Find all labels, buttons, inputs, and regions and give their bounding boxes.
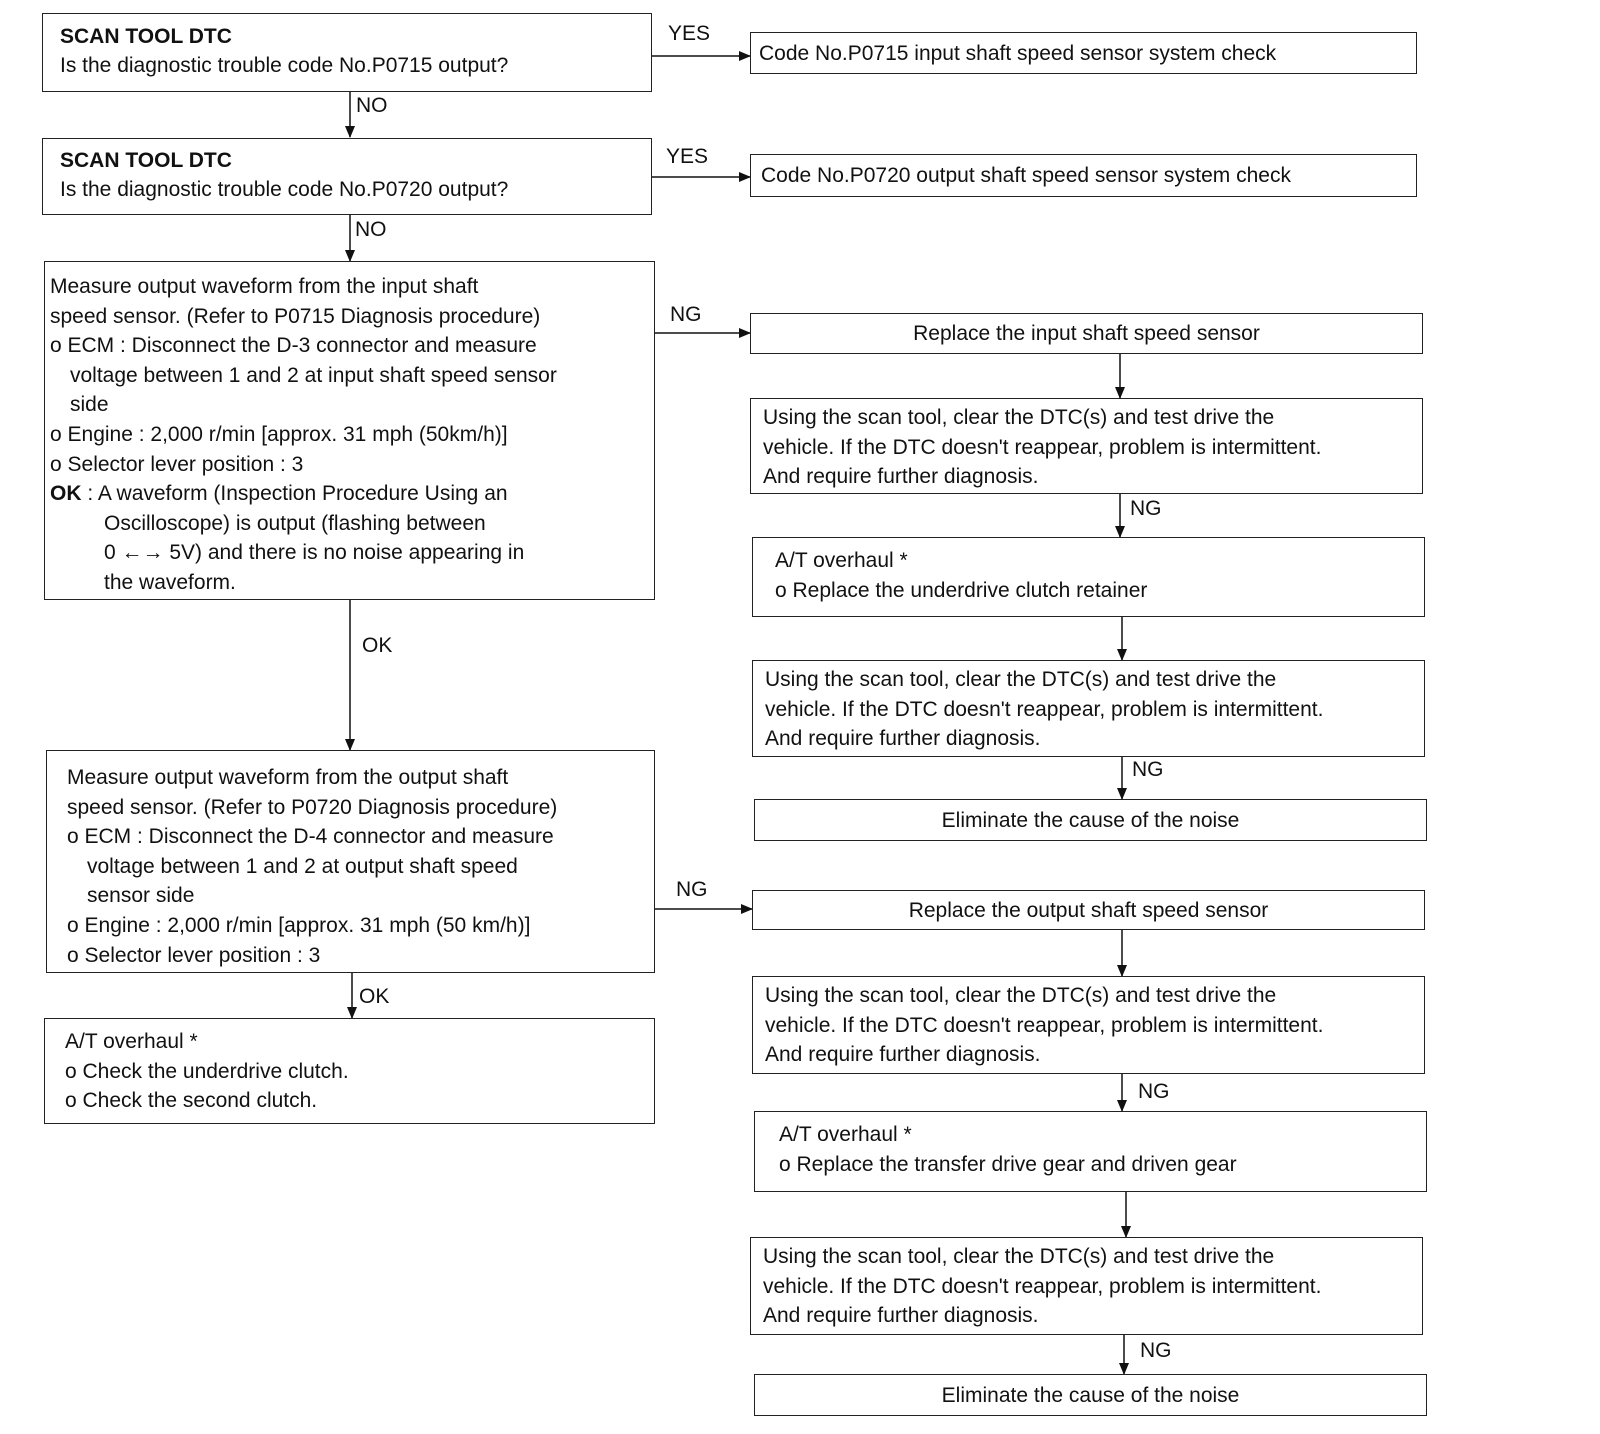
r2-text: Code No.P0720 output shaft speed sensor system check <box>761 164 1291 187</box>
scan-tool-box-4 <box>750 1237 1423 1335</box>
m1-ok-text: : A waveform (Inspection Procedure Using an <box>87 482 508 506</box>
replace-input-sensor-box <box>750 313 1423 354</box>
eliminate-noise-box-1 <box>754 799 1427 841</box>
at1-line: o Check the underdrive clutch. <box>65 1059 349 1083</box>
decision-box-p0715 <box>42 13 652 92</box>
m2-line: Measure output waveform from the output shaft <box>67 766 509 789</box>
decision-box-p0720 <box>42 138 652 215</box>
label-no-q1: NO <box>356 94 388 117</box>
label-ng-m1: NG <box>670 303 702 326</box>
m1-ok-line: Oscilloscope) is output (flashing between <box>104 511 486 535</box>
m2-line: speed sensor. (Refer to P0720 Diagnosis procedure) <box>67 795 558 819</box>
m2-line: voltage between 1 and 2 at output shaft speed <box>87 854 518 878</box>
label-ok-m1: OK <box>362 634 393 657</box>
q2-title: SCAN TOOL DTC <box>60 149 232 172</box>
c1-scan2-line: And require further diagnosis. <box>765 727 1041 751</box>
m1-ok-label: OK <box>50 482 82 506</box>
overhaul-box-1 <box>752 537 1425 617</box>
c2-scan2-line: And require further diagnosis. <box>763 1304 1039 1328</box>
m2-line: o Selector lever position : 3 <box>67 943 321 967</box>
r1-text: Code No.P0715 input shaft speed sensor system check <box>759 41 1277 65</box>
label-yes-q1: YES <box>668 22 711 45</box>
c2-replace-text: Replace the output shaft speed sensor <box>908 898 1269 922</box>
m1-line: o ECM : Disconnect the D-3 connector and measure <box>50 334 537 358</box>
c2-eliminate-text: Eliminate the cause of the noise <box>941 1383 1240 1407</box>
label-yes-q2: YES <box>666 145 709 168</box>
c1-scan1-line: vehicle. If the DTC doesn't reappear, problem is intermittent. <box>763 435 1322 459</box>
q1-question: Is the diagnostic trouble code No.P0715 output? <box>60 54 509 77</box>
c2-scan1-line: Using the scan tool, clear the DTC(s) and test drive the <box>765 984 1277 1007</box>
eliminate-noise-box-2 <box>754 1374 1427 1416</box>
c1-scan2-line: Using the scan tool, clear the DTC(s) and test drive the <box>765 668 1277 691</box>
m1-ok-line <box>50 479 654 509</box>
c1-eliminate-text: Eliminate the cause of the noise <box>941 808 1240 832</box>
c2-scan1-line: vehicle. If the DTC doesn't reappear, problem is intermittent. <box>765 1013 1324 1037</box>
c2-scan2-line: Using the scan tool, clear the DTC(s) and test drive the <box>763 1245 1275 1268</box>
scan-tool-box-1 <box>750 398 1423 494</box>
overhaul-check-clutch-box <box>44 1018 655 1124</box>
c1-scan1-line: Using the scan tool, clear the DTC(s) and test drive the <box>763 406 1275 429</box>
measure-input-shaft-box <box>44 261 655 600</box>
label-ng-c2-scan2: NG <box>1140 1339 1172 1362</box>
result-box-p0720-check <box>750 154 1417 197</box>
m1-ok-line: the waveform. <box>104 570 236 594</box>
c1-overhaul-line: o Replace the underdrive clutch retainer <box>775 578 1148 602</box>
c1-scan1-line: And require further diagnosis. <box>763 465 1039 489</box>
scan-tool-box-2 <box>752 660 1425 757</box>
c1-scan2-line: vehicle. If the DTC doesn't reappear, problem is intermittent. <box>765 697 1324 721</box>
m1-line: o Engine : 2,000 r/min [approx. 31 mph (50km/h)] <box>50 422 508 446</box>
label-ng-m2: NG <box>676 878 708 901</box>
result-box-p0715-check <box>750 32 1417 74</box>
c1-replace-text: Replace the input shaft speed sensor <box>913 322 1260 345</box>
overhaul-box-2 <box>754 1111 1427 1192</box>
c2-scan2-line: vehicle. If the DTC doesn't reappear, problem is intermittent. <box>763 1274 1322 1298</box>
label-ng-c2-scan1: NG <box>1138 1080 1170 1103</box>
q1-title: SCAN TOOL DTC <box>60 25 232 48</box>
c2-overhaul-line: o Replace the transfer drive gear and driven gear <box>779 1152 1237 1176</box>
m1-ok-line: 0 ←→ 5V) and there is no noise appearing in <box>104 541 525 565</box>
m1-line: voltage between 1 and 2 at input shaft speed sensor <box>70 363 557 387</box>
m1-line: speed sensor. (Refer to P0715 Diagnosis procedure) <box>50 304 541 328</box>
m1-line: side <box>70 393 109 417</box>
at1-line: A/T overhaul * <box>65 1030 198 1053</box>
replace-output-sensor-box <box>752 890 1425 930</box>
label-no-q2: NO <box>355 218 387 241</box>
scan-tool-box-3 <box>752 976 1425 1074</box>
label-ok-m2: OK <box>359 985 390 1008</box>
label-ng-c1-scan2: NG <box>1132 758 1164 781</box>
m2-line: o ECM : Disconnect the D-4 connector and measure <box>67 825 554 849</box>
c2-scan1-line: And require further diagnosis. <box>765 1043 1041 1067</box>
c1-overhaul-line: A/T overhaul * <box>775 549 908 572</box>
q2-question: Is the diagnostic trouble code No.P0720 output? <box>60 178 509 201</box>
c2-overhaul-line: A/T overhaul * <box>779 1123 912 1146</box>
measure-output-shaft-box <box>46 750 655 973</box>
m1-line: Measure output waveform from the input shaft <box>50 275 479 298</box>
m1-line: o Selector lever position : 3 <box>50 452 304 476</box>
label-ng-c1-scan1: NG <box>1130 497 1162 520</box>
at1-line: o Check the second clutch. <box>65 1089 318 1113</box>
m2-line: o Engine : 2,000 r/min [approx. 31 mph (50 km/h)] <box>67 913 531 937</box>
m2-line: sensor side <box>87 884 195 908</box>
